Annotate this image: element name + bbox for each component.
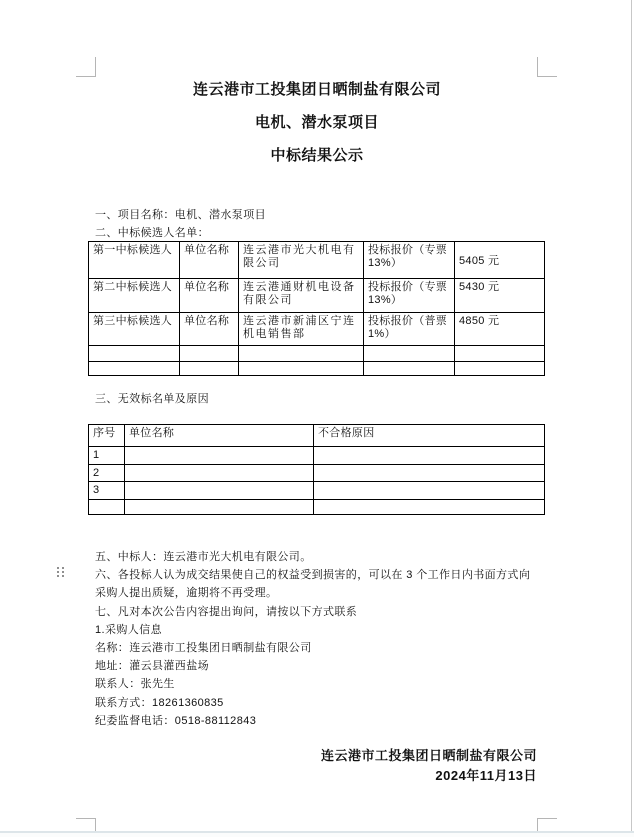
row-unit — [125, 447, 314, 465]
unit-label: 单位名称 — [180, 313, 239, 346]
section-winner: 五、中标人：连云港市光大机电有限公司。 — [95, 551, 312, 563]
quote-price: 4850 元 — [455, 313, 545, 346]
row-unit — [125, 465, 314, 482]
announcement-title: 中标结果公示 — [270, 147, 364, 164]
col-header-reason: 不合格原因 — [314, 425, 545, 447]
section-candidates-heading: 二、中标候选人名单： — [95, 227, 209, 239]
unit-label — [180, 346, 239, 362]
row-unit — [125, 500, 314, 515]
proofing-marks-icon — [57, 567, 67, 579]
quote-label: 投标报价（专票13%） — [364, 279, 455, 313]
candidate-company: 连云港市新浦区宁连机电销售部 — [239, 313, 364, 346]
quote-price: 5405 元 — [455, 242, 545, 279]
candidate-rank: 第二中标候选人 — [89, 279, 180, 313]
page-edge-right — [631, 0, 632, 837]
page-edge-bottom-fill — [0, 833, 634, 837]
row-unit — [125, 482, 314, 500]
unit-label: 单位名称 — [180, 279, 239, 313]
row-no: 3 — [89, 482, 125, 500]
row-reason — [314, 482, 545, 500]
candidate-rank: 第三中标候选人 — [89, 313, 180, 346]
candidate-rank — [89, 362, 180, 376]
project-title: 电机、潜水泵项目 — [254, 114, 379, 131]
purchaser-name: 名称：连云港市工投集团日晒制盐有限公司 — [95, 642, 312, 655]
candidate-company — [239, 362, 364, 376]
section-contact-intro: 七、凡对本次公告内容提出询问，请按以下方式联系 — [95, 605, 358, 618]
quote-label — [364, 362, 455, 376]
table-row — [89, 242, 545, 279]
row-no: 1 — [89, 447, 125, 465]
candidates-table — [88, 241, 545, 376]
row-reason — [314, 447, 545, 465]
quote-price: 5430 元 — [455, 279, 545, 313]
candidate-company: 连云港市光大机电有限公司 — [239, 242, 364, 279]
crop-mark-top-left-icon — [76, 57, 96, 77]
invalid-bids-table — [88, 424, 545, 515]
table-row — [89, 482, 545, 500]
quote-price — [455, 346, 545, 362]
col-header-no: 序号 — [89, 425, 125, 447]
quote-label — [364, 346, 455, 362]
table-row — [89, 500, 545, 515]
purchaser-address: 地址：灌云县灌西盐场 — [95, 660, 209, 673]
signature-block — [321, 746, 537, 785]
row-reason — [314, 465, 545, 482]
candidate-rank: 第一中标候选人 — [89, 242, 180, 279]
row-no — [89, 500, 125, 515]
candidate-rank — [89, 346, 180, 362]
candidate-company — [239, 346, 364, 362]
table-row — [89, 362, 545, 376]
quote-price — [455, 362, 545, 376]
signature-company: 连云港市工投集团日晒制盐有限公司 — [320, 748, 537, 763]
table-row — [89, 447, 545, 465]
signature-date: 2024年11月13日 — [435, 767, 537, 783]
row-reason — [314, 500, 545, 515]
quote-label: 投标报价（普票1%） — [364, 313, 455, 346]
table-row — [89, 313, 545, 346]
table-row — [89, 465, 545, 482]
table-row — [89, 279, 545, 313]
purchaser-heading: 1.采购人信息 — [95, 623, 162, 636]
company-title: 连云港市工投集团日晒制盐有限公司 — [192, 81, 441, 98]
purchaser-supervision-phone: 纪委监督电话：0518-88112843 — [95, 714, 257, 727]
table-header-row — [89, 425, 545, 447]
unit-label — [180, 362, 239, 376]
purchaser-contact: 联系人：张先生 — [95, 678, 175, 691]
unit-label: 单位名称 — [180, 242, 239, 279]
section-project-name: 一、项目名称：电机、潜水泵项目 — [95, 209, 266, 221]
quote-label: 投标报价（专票13%） — [364, 242, 455, 279]
crop-mark-top-right-icon — [537, 57, 557, 77]
row-no: 2 — [89, 465, 125, 482]
body-paragraphs — [95, 548, 541, 730]
section-invalid-heading: 三、无效标名单及原因 — [95, 393, 209, 405]
candidate-company: 连云港通财机电设备有限公司 — [239, 279, 364, 313]
col-header-unit: 单位名称 — [125, 425, 314, 447]
section-objection: 六、各投标人认为成交结果使自己的权益受到损害的，可以在 3 个工作日内书面方式向采购人提出质疑，逾期将不再受理。 — [95, 569, 531, 600]
table-row — [89, 346, 545, 362]
purchaser-phone: 联系方式：18261360835 — [95, 696, 224, 709]
